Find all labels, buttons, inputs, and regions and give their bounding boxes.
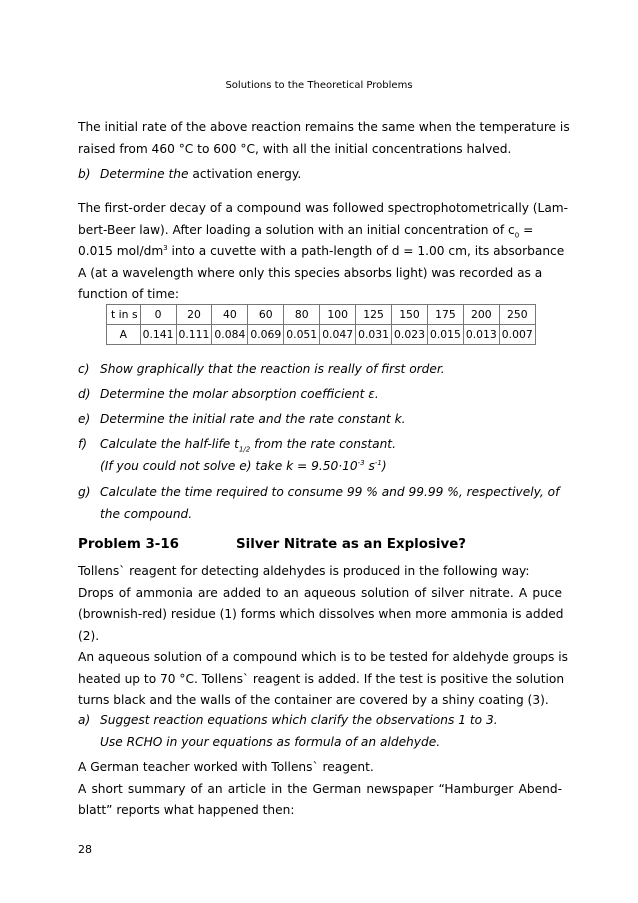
table-cell: 0.141 <box>140 325 176 345</box>
paragraph-german-teacher: A German teacher worked with Tollens` reagent. A short summary of an article in the German newspaper “Hamburger Abend- blatt” reports what happened then: <box>78 760 562 817</box>
table-row-time <box>107 305 536 325</box>
question-a: a) Suggest reaction equations which clarify the observations 1 to 3. Use RCHO in your equations as formula of an aldehyde. <box>78 713 498 749</box>
table-cell: 0.023 <box>392 325 428 345</box>
problem-title: Silver Nitrate as an Explosive? <box>236 537 467 552</box>
table-cell: 0.031 <box>356 325 392 345</box>
question-f: f) Calculate the half-life $t_{1/2}$ from the rate constant. (If you could not solve e) take $k = 9.50\cdot 10^{-3}$ $s^{-1}$) <box>78 437 396 473</box>
table-cell: 125 <box>356 305 392 325</box>
paragraph-initial-rate: The initial rate of the above reaction remains the same when the temperature is raised from 460 °C to 600 °C, with all the initial concentrations halved. <box>78 120 570 156</box>
table-cell: 0.051 <box>284 325 320 345</box>
question-b: b) Determine the activation energy. <box>78 167 302 181</box>
table-cell: 100 <box>320 305 356 325</box>
question-c: c) Show graphically that the reaction is really of first order. <box>78 362 445 376</box>
table-cell: 0.015 <box>427 325 463 345</box>
table-row-absorbance <box>107 325 536 345</box>
paragraph-first-order-decay: The first-order decay of a compound was followed spectrophotometrically (Lam- bert-Beer law). After loading a solution with an initial concentration of $c_0$ = 0.015 mol/$dm^3$ into a cuvette with a path-length of d = 1.00 cm, its absorbance A (at a wavelength where only this species absorbs light) was recorded as a function of time: <box>78 201 569 301</box>
table-cell: 0.007 <box>499 325 535 345</box>
question-e: e) Determine the initial rate and the rate constant k. <box>78 412 406 426</box>
table-header-cell: A <box>107 325 141 345</box>
absorbance-table <box>106 304 536 345</box>
table-cell: 40 <box>212 305 248 325</box>
page-number: 28 <box>78 843 92 856</box>
table-cell: 0.013 <box>463 325 499 345</box>
table-cell: 80 <box>284 305 320 325</box>
question-d: d) Determine the molar absorption coefficient ε. <box>78 387 379 401</box>
table-cell: 250 <box>499 305 535 325</box>
table-cell: 0.084 <box>212 325 248 345</box>
question-g: g) Calculate the time required to consume 99 % and 99.99 %, respectively, of the compound. <box>78 485 560 521</box>
problem-number: Problem 3-16 <box>78 537 179 552</box>
table-cell: 175 <box>427 305 463 325</box>
table-cell: 20 <box>176 305 212 325</box>
table-cell: 0.047 <box>320 325 356 345</box>
table-cell: 200 <box>463 305 499 325</box>
table-cell: 150 <box>392 305 428 325</box>
table-header-cell: t in s <box>107 305 141 325</box>
table-cell: 60 <box>248 305 284 325</box>
table-cell: 0.111 <box>176 325 212 345</box>
table-cell: 0 <box>140 305 176 325</box>
table-cell: 0.069 <box>248 325 284 345</box>
running-header: Solutions to the Theoretical Problems <box>225 80 413 91</box>
paragraph-tollens: Tollens` reagent for detecting aldehydes is produced in the following way: Drops of ammonia are added to an aqueous solution of silver nitrate. A puce (brownish-red) residue (1) forms which dissolves when more ammonia is added (2). An aqueous solution of a compound which is to be tested for aldehyde groups is heated up to 70 °C. Tollens` reagent is added. If the test is positive the solution turns black and the walls of the container are covered by a shiny coating (3). <box>78 564 568 707</box>
